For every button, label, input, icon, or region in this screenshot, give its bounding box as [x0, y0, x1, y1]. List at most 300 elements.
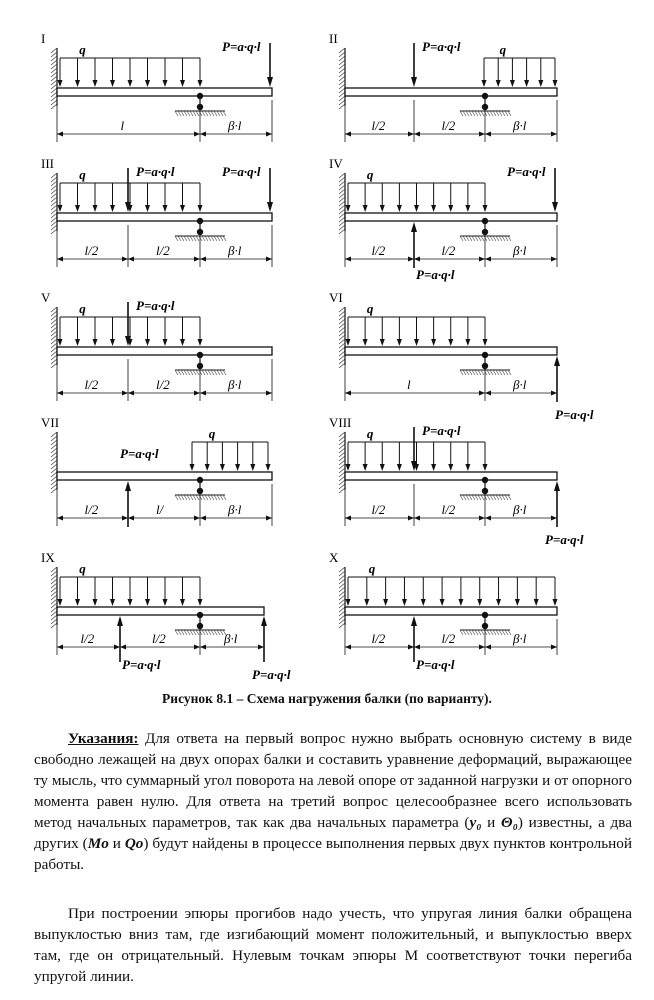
ground-hatch [220, 630, 223, 635]
ground-hatch [493, 111, 496, 116]
load-arrowhead [128, 599, 133, 606]
dim-label: l/2 [441, 502, 456, 517]
ground-hatch [463, 370, 466, 375]
load-arrowhead [397, 205, 402, 212]
load-arrowhead [198, 80, 203, 87]
dim-arrow [408, 132, 414, 137]
ground-hatch [190, 111, 193, 116]
ground-hatch [220, 111, 223, 116]
panel-VI [329, 290, 594, 422]
ground-hatch [478, 111, 481, 116]
ground-hatch [481, 236, 484, 241]
dim-arrow [479, 516, 485, 521]
ground-hatch [205, 370, 208, 375]
load-arrowhead [364, 599, 369, 606]
load-arrowhead [58, 80, 63, 87]
dim-arrow [120, 645, 126, 650]
load-arrowhead [163, 599, 168, 606]
load-arrowhead [414, 205, 419, 212]
load-arrowhead [110, 80, 115, 87]
ground-hatch [220, 370, 223, 375]
ground-hatch [196, 236, 199, 241]
q-label: q [79, 561, 86, 576]
ground-hatch [193, 111, 196, 116]
ground-hatch [199, 630, 202, 635]
dim-arrow [551, 516, 557, 521]
ground-hatch [508, 630, 511, 635]
load-arrowhead [440, 599, 445, 606]
dim-arrow [128, 257, 134, 262]
ground-hatch [469, 495, 472, 500]
dim-label: β·l [228, 377, 242, 392]
ground-hatch [208, 630, 211, 635]
load-arrowhead [145, 80, 150, 87]
deflection-paragraph [34, 903, 632, 987]
panel-number: VII [41, 415, 60, 430]
dim-label: β·l [224, 631, 238, 646]
ground-hatch [193, 630, 196, 635]
dim-arrow [194, 391, 200, 396]
ground-hatch [211, 495, 214, 500]
p-label: P=a·q·l [416, 657, 455, 672]
q-label: q [79, 42, 86, 57]
load-arrowhead [75, 599, 80, 606]
ground-hatch [502, 111, 505, 116]
ground-hatch [484, 111, 487, 116]
ground-hatch [178, 630, 181, 635]
load-arrowhead [346, 339, 351, 346]
ground-hatch [490, 495, 493, 500]
dim-label: β·l [228, 118, 242, 133]
ground-hatch [217, 630, 220, 635]
load-arrowhead [553, 80, 558, 87]
ground-hatch [217, 495, 220, 500]
load-arrowhead [235, 464, 240, 471]
dim-label: l/2 [156, 243, 170, 258]
load-arrowhead [93, 205, 98, 212]
roller-pin [482, 218, 488, 224]
ground-hatch [196, 370, 199, 375]
ground-hatch [205, 111, 208, 116]
ground-hatch [487, 370, 490, 375]
ground-hatch [214, 495, 217, 500]
dim-arrow [200, 391, 206, 396]
ground-hatch [199, 370, 202, 375]
symbol-y0: y₀ [469, 814, 482, 831]
beam [345, 213, 557, 221]
ground-hatch [187, 236, 190, 241]
dim-arrow [485, 516, 491, 521]
load-arrowhead [93, 599, 98, 606]
ground-hatch [472, 111, 475, 116]
dim-arrow [57, 391, 63, 396]
load-arrowhead [145, 339, 150, 346]
dim-label: β·l [228, 502, 242, 517]
ground-hatch [481, 370, 484, 375]
ground-hatch [211, 236, 214, 241]
ground-hatch [187, 111, 190, 116]
p-label: P=a·q·l [222, 164, 261, 179]
load-arrowhead [250, 464, 255, 471]
beam [345, 607, 557, 615]
p-label: P=a·q·l [252, 667, 291, 682]
roller-pin [482, 477, 488, 483]
load-arrowhead [483, 339, 488, 346]
force-arrowhead [267, 202, 273, 212]
ground-hatch [484, 630, 487, 635]
ground-hatch [490, 236, 493, 241]
q-label: q [368, 561, 376, 576]
ground-hatch [505, 111, 508, 116]
ground-hatch [202, 630, 205, 635]
load-arrowhead [145, 599, 150, 606]
p-label: P=a·q·l [555, 407, 594, 422]
ground-hatch [217, 370, 220, 375]
load-arrowhead [465, 205, 470, 212]
ground-hatch [208, 236, 211, 241]
dim-arrow [551, 257, 557, 262]
dim-arrow [485, 132, 491, 137]
dim-arrow [345, 391, 351, 396]
dim-arrow [266, 132, 272, 137]
load-arrowhead [414, 339, 419, 346]
para2-text: При построении эпюры прогибов надо учесть, что упругая линия балки обращена выпуклостью вниз там, где изгибающий момент положительный, и выпуклостью вверх там, где он отрицательный. Нулевым точкам эпюры М соответствуют точки перегиба упругой линии. [34, 905, 632, 985]
load-arrowhead [553, 599, 558, 606]
load-arrowhead [75, 80, 80, 87]
ground-hatch [478, 370, 481, 375]
roller-pin [197, 93, 203, 99]
ground-hatch [187, 630, 190, 635]
load-arrowhead [180, 339, 185, 346]
force-arrowhead [267, 77, 273, 87]
ground-hatch [469, 630, 472, 635]
dim-arrow [258, 645, 264, 650]
ground-hatch [478, 630, 481, 635]
load-arrowhead [397, 464, 402, 471]
dim-arrow [485, 645, 491, 650]
ground-hatch [199, 236, 202, 241]
ground-hatch [472, 370, 475, 375]
panel-I [41, 31, 273, 142]
roller-pin [197, 477, 203, 483]
load-arrowhead [465, 464, 470, 471]
beam [345, 88, 557, 96]
q-label: q [79, 301, 86, 316]
load-arrowhead [482, 80, 487, 87]
beam [57, 213, 272, 221]
ground-hatch [475, 495, 478, 500]
ground-hatch [499, 495, 502, 500]
dim-arrow [194, 516, 200, 521]
ground-hatch [478, 495, 481, 500]
ground-hatch [475, 111, 478, 116]
dim-arrow [414, 516, 420, 521]
beam [57, 607, 264, 615]
ground-hatch [508, 370, 511, 375]
panel-number: IV [329, 156, 343, 171]
load-arrowhead [346, 205, 351, 212]
load-arrowhead [431, 339, 436, 346]
ground-hatch [181, 495, 184, 500]
ground-hatch [178, 236, 181, 241]
ground-hatch [184, 236, 187, 241]
dim-arrow [128, 391, 134, 396]
dim-arrow [345, 645, 351, 650]
ground-hatch [475, 630, 478, 635]
ground-hatch [220, 236, 223, 241]
load-arrowhead [93, 339, 98, 346]
panel-III [41, 156, 273, 267]
ground-hatch [190, 236, 193, 241]
load-arrowhead [458, 599, 463, 606]
instructions-heading: Указания: [68, 730, 139, 747]
ground-hatch [505, 495, 508, 500]
load-arrowhead [524, 80, 529, 87]
load-arrowhead [402, 599, 407, 606]
ground-hatch [181, 236, 184, 241]
dim-label: β·l [513, 631, 527, 646]
load-arrowhead [380, 464, 385, 471]
ground-hatch [460, 370, 463, 375]
panel-number: X [329, 550, 339, 565]
ground-hatch [214, 111, 217, 116]
ground-hatch [505, 236, 508, 241]
dim-arrow [200, 257, 206, 262]
load-arrowhead [477, 599, 482, 606]
load-arrowhead [380, 205, 385, 212]
panel-number: VIII [329, 415, 352, 430]
load-arrowhead [363, 205, 368, 212]
p-label: P=a·q·l [136, 298, 175, 313]
load-arrowhead [163, 339, 168, 346]
ground-hatch [499, 236, 502, 241]
dim-label: l/2 [441, 243, 456, 258]
ground-hatch [202, 236, 205, 241]
ground-hatch [466, 370, 469, 375]
p-label: P=a·q·l [136, 164, 175, 179]
ground-hatch [493, 630, 496, 635]
dim-label: l [120, 118, 125, 133]
roller-pin [197, 218, 203, 224]
ground-hatch [178, 495, 181, 500]
dim-arrow [57, 132, 63, 137]
dim-arrow [128, 516, 134, 521]
roller-pin [197, 612, 203, 618]
ground-hatch [205, 630, 208, 635]
ground-hatch [487, 111, 490, 116]
ground-hatch [493, 495, 496, 500]
load-arrowhead [448, 464, 453, 471]
panel-II [329, 31, 558, 142]
ground-hatch [196, 630, 199, 635]
load-arrowhead [515, 599, 520, 606]
ground-hatch [460, 630, 463, 635]
ground-hatch [496, 495, 499, 500]
ground-hatch [214, 370, 217, 375]
load-arrowhead [190, 464, 195, 471]
dim-label: l/2 [84, 502, 99, 517]
ground-hatch [499, 370, 502, 375]
dim-label: l/2 [371, 118, 386, 133]
beam [345, 472, 557, 480]
ground-hatch [463, 495, 466, 500]
roller-pin [197, 352, 203, 358]
ground-hatch [223, 370, 226, 375]
dim-label: l/2 [84, 377, 99, 392]
dim-arrow [345, 516, 351, 521]
dim-arrow [57, 257, 63, 262]
load-arrowhead [363, 464, 368, 471]
dim-label: l/2 [156, 377, 170, 392]
dim-arrow [414, 257, 420, 262]
ground-hatch [190, 370, 193, 375]
load-arrowhead [534, 599, 539, 606]
ground-hatch [184, 630, 187, 635]
load-arrowhead [93, 80, 98, 87]
ground-hatch [190, 630, 193, 635]
ground-hatch [475, 236, 478, 241]
roller-pin [482, 352, 488, 358]
load-arrowhead [180, 205, 185, 212]
dim-label: β·l [513, 243, 527, 258]
dim-arrow [408, 257, 414, 262]
dim-arrow [345, 132, 351, 137]
ground-hatch [487, 630, 490, 635]
ground-hatch [502, 236, 505, 241]
ground-hatch [175, 370, 178, 375]
ground-hatch [496, 630, 499, 635]
ground-hatch [184, 370, 187, 375]
ground-hatch [493, 236, 496, 241]
ground-hatch [490, 630, 493, 635]
roller-pin [482, 612, 488, 618]
dim-arrow [200, 645, 206, 650]
ground-hatch [499, 111, 502, 116]
ground-hatch [469, 111, 472, 116]
load-arrowhead [383, 599, 388, 606]
dim-arrow [200, 132, 206, 137]
dim-arrow [266, 257, 272, 262]
ground-hatch [505, 370, 508, 375]
ground-hatch [481, 495, 484, 500]
ground-hatch [508, 495, 511, 500]
ground-hatch [484, 370, 487, 375]
load-arrowhead [180, 599, 185, 606]
ground-hatch [217, 236, 220, 241]
panel-number: IX [41, 550, 55, 565]
q-label: q [208, 426, 216, 441]
dim-arrow [479, 132, 485, 137]
ground-hatch [484, 495, 487, 500]
ground-hatch [490, 370, 493, 375]
panel-X [329, 550, 558, 672]
load-arrowhead [266, 464, 271, 471]
panel-number: I [41, 31, 46, 46]
ground-hatch [175, 630, 178, 635]
symbol-qo: Qo [124, 835, 144, 852]
dim-arrow [408, 516, 414, 521]
ground-hatch [199, 111, 202, 116]
dim-label: l/2 [441, 118, 456, 133]
load-arrowhead [448, 205, 453, 212]
para1-and-2: и [108, 835, 125, 852]
p-label: P=a·q·l [122, 657, 161, 672]
ground-hatch [205, 495, 208, 500]
dim-arrow [345, 257, 351, 262]
load-arrowhead [431, 205, 436, 212]
load-arrowhead [198, 599, 203, 606]
dim-arrow [479, 391, 485, 396]
ground-hatch [508, 111, 511, 116]
ground-hatch [502, 630, 505, 635]
load-arrowhead [465, 339, 470, 346]
dim-arrow [266, 516, 272, 521]
ground-hatch [187, 495, 190, 500]
ground-hatch [463, 236, 466, 241]
dim-arrow [57, 516, 63, 521]
q-label: q [79, 167, 86, 182]
ground-hatch [475, 370, 478, 375]
load-arrowhead [538, 80, 543, 87]
panel-V [41, 290, 272, 401]
panel-number: II [329, 31, 338, 46]
dim-label: l/2 [80, 631, 95, 646]
figure-caption: Рисунок 8.1 – Схема нагружения балки (по варианту). [162, 691, 492, 706]
ground-hatch [175, 236, 178, 241]
dim-label: l/2 [152, 631, 166, 646]
q-label: q [499, 42, 507, 57]
ground-hatch [502, 495, 505, 500]
load-arrowhead [346, 464, 351, 471]
ground-hatch [466, 630, 469, 635]
dim-label: l/2 [371, 631, 386, 646]
load-arrowhead [510, 80, 515, 87]
ground-hatch [214, 236, 217, 241]
beam [345, 347, 557, 355]
ground-hatch [481, 630, 484, 635]
instructions-paragraph [34, 728, 632, 875]
ground-hatch [505, 630, 508, 635]
ground-hatch [469, 236, 472, 241]
ground-hatch [178, 370, 181, 375]
load-arrowhead [58, 205, 63, 212]
panel-number: VI [329, 290, 343, 305]
ground-hatch [466, 111, 469, 116]
p-label: P=a·q·l [222, 39, 261, 54]
ground-hatch [211, 370, 214, 375]
p-label: P=a·q·l [416, 267, 455, 282]
dim-arrow [122, 516, 128, 521]
ground-hatch [508, 236, 511, 241]
ground-hatch [199, 495, 202, 500]
load-arrowhead [380, 339, 385, 346]
dim-arrow [122, 257, 128, 262]
load-arrowhead [58, 599, 63, 606]
dim-arrow [551, 132, 557, 137]
ground-hatch [193, 495, 196, 500]
roller-pin [482, 93, 488, 99]
dim-arrow [414, 132, 420, 137]
ground-hatch [223, 111, 226, 116]
dim-arrow [414, 645, 420, 650]
load-arrowhead [128, 80, 133, 87]
ground-hatch [181, 370, 184, 375]
dim-label: l/2 [84, 243, 99, 258]
force-arrowhead [411, 77, 417, 87]
p-label: P=a·q·l [507, 164, 546, 179]
dim-arrow [194, 257, 200, 262]
load-arrowhead [397, 339, 402, 346]
